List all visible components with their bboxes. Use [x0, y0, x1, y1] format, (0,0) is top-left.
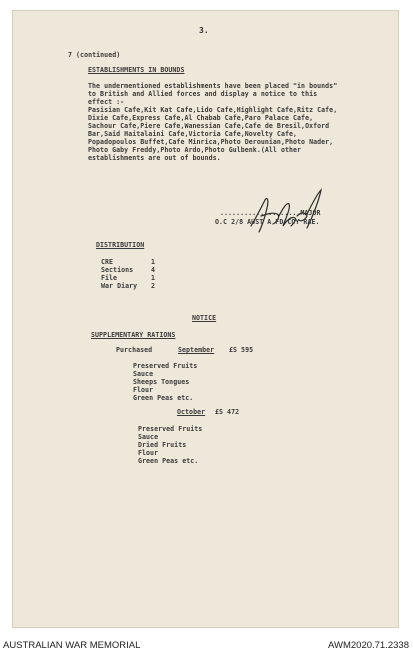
footer-accession-number: AWM2020.71.2338: [328, 640, 409, 651]
ration-item: Sheeps Tongues: [133, 378, 190, 386]
distribution-count: 1: [151, 274, 156, 282]
amount-october: £S 472: [215, 408, 240, 416]
distribution-label: War Diary: [101, 282, 138, 290]
signature-unit: O.C 2/8 AUST A FD COY RAE.: [215, 218, 320, 226]
month-october: October: [177, 408, 206, 416]
distribution-label: File: [101, 274, 118, 282]
body-line: Popadopoulos Buffet,Cafe Minrica,Photo Derounian,Photo Nader,: [88, 138, 334, 146]
distribution-count: 1: [151, 258, 156, 266]
notice-subheading: SUPPLEMENTARY RATIONS: [91, 331, 176, 339]
body-line: establishments are out of bounds.: [88, 154, 221, 162]
body-line: effect :-: [88, 98, 125, 106]
body-line: Sachour Cafe,Piere Cafe,Wanessian Cafe,Cafe de Bresil,Oxford: [88, 122, 330, 130]
body-line: The undermentioned establishments have been placed "in bounds": [88, 82, 338, 90]
ration-item: Dried Fruits: [138, 441, 187, 449]
ration-item: Green Peas etc.: [138, 457, 199, 465]
section-number: 7 (continued): [68, 51, 121, 59]
body-line: to British and Allied forces and display a notice to this: [88, 90, 318, 98]
body-line: Pasisian Cafe,Kit Kat Cafe,Lido Cafe,Highlight Cafe,Ritz Cafe,: [88, 106, 338, 114]
body-line: Photo Gaby Freddy,Photo Ardo,Photo Gulbenk.(All other: [88, 146, 302, 154]
ration-item: Sauce: [138, 433, 159, 441]
distribution-count: 4: [151, 266, 156, 274]
notice-heading: NOTICE: [192, 314, 217, 322]
body-line: Bar,Said Haitalaini Cafe,Victoria Cafe,Novelty Cafe,: [88, 130, 298, 138]
footer-bar: [0, 636, 413, 653]
page-number: 3.: [199, 26, 209, 35]
ration-item: Green Peas etc.: [133, 394, 194, 402]
purchased-label: Purchased: [116, 346, 153, 354]
footer-institution: AUSTRALIAN WAR MEMORIAL: [3, 640, 141, 651]
distribution-label: CRE: [101, 258, 114, 266]
month-september: September: [178, 346, 215, 354]
signature-line: ....................MAJOR: [220, 209, 321, 217]
distribution-heading: DISTRIBUTION: [96, 241, 145, 249]
distribution-count: 2: [151, 282, 156, 290]
ration-item: Sauce: [133, 370, 154, 378]
section-heading: ESTABLISHMENTS IN BOUNDS: [88, 66, 185, 74]
ration-item: Flour: [138, 449, 159, 457]
ration-item: Preserved Fruits: [138, 425, 203, 433]
amount-september: £S 595: [229, 346, 254, 354]
body-line: Dixie Cafe,Express Cafe,Al Chabab Cafe,Paro Palace Cafe,: [88, 114, 314, 122]
ration-item: Flour: [133, 386, 154, 394]
distribution-label: Sections: [101, 266, 134, 274]
ration-item: Preserved Fruits: [133, 362, 198, 370]
